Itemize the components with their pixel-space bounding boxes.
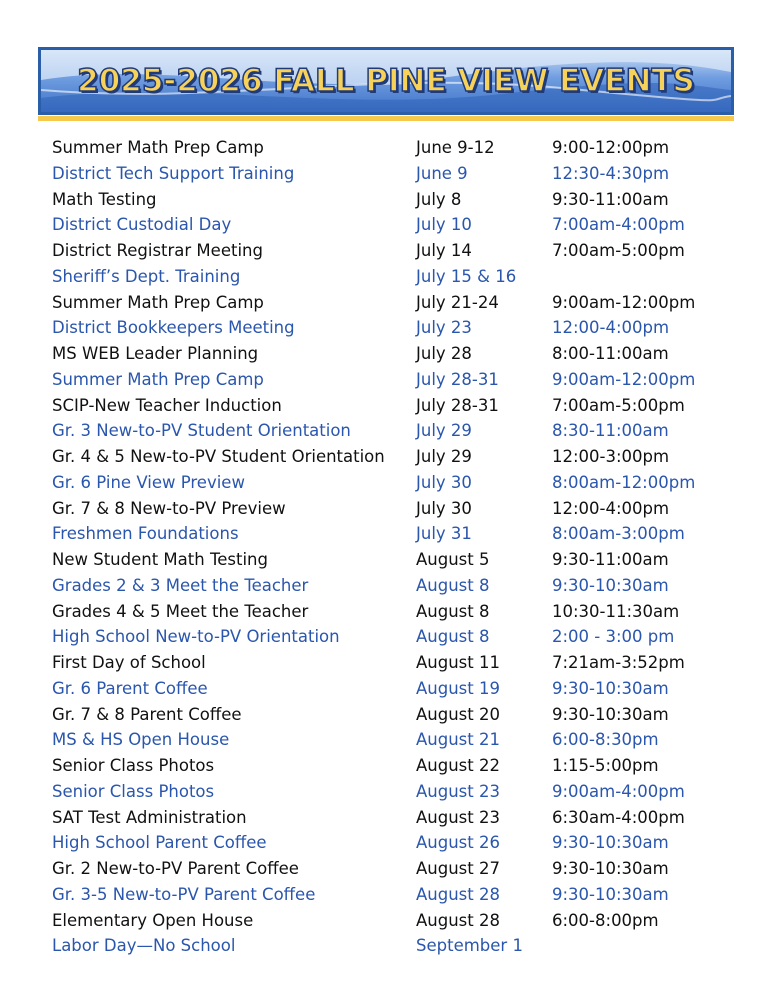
event-row	[0, 933, 773, 958]
event-row	[0, 856, 773, 881]
event-date: August 8	[416, 601, 490, 621]
event-row	[0, 135, 773, 160]
event-date: August 22	[416, 756, 500, 775]
event-name: District Bookkeepers Meeting	[52, 318, 295, 338]
event-date: July 15 & 16	[416, 266, 517, 286]
event-date: July 8	[416, 189, 462, 209]
event-row	[0, 753, 773, 778]
event-date: August 11	[416, 653, 500, 672]
event-row	[0, 521, 773, 546]
event-time: 9:30-11:00am	[552, 550, 669, 569]
event-date: August 27	[416, 859, 500, 878]
event-row	[0, 650, 773, 675]
event-name: Elementary Open House	[52, 910, 254, 930]
title-accent-bar	[38, 116, 734, 121]
event-time: 10:30-11:30am	[552, 601, 680, 621]
event-row	[0, 290, 773, 315]
event-name: Summer Math Prep Camp	[52, 138, 264, 157]
event-time: 9:30-10:30am	[552, 575, 669, 595]
event-date: August 20	[416, 704, 500, 724]
event-date: August 23	[416, 807, 500, 827]
event-date: July 28	[416, 344, 472, 363]
event-name: District Custodial Day	[52, 215, 232, 235]
event-name: SCIP-New Teacher Induction	[52, 395, 282, 415]
event-name: Gr. 3-5 New-to-PV Parent Coffee	[52, 884, 316, 904]
event-row	[0, 161, 773, 186]
event-row	[0, 238, 773, 263]
event-row	[0, 187, 773, 212]
event-name: Gr. 6 Parent Coffee	[52, 678, 208, 698]
event-date: July 28-31	[416, 369, 499, 389]
event-name: Gr. 4 & 5 New-to-PV Student Orientation	[52, 447, 385, 466]
event-date: August 8	[416, 575, 490, 595]
event-name: MS WEB Leader Planning	[52, 344, 259, 363]
event-name: Summer Math Prep Camp	[52, 292, 264, 312]
event-name: Summer Math Prep Camp	[52, 369, 264, 389]
event-date: July 30	[416, 472, 472, 492]
event-row	[0, 496, 773, 521]
event-row	[0, 264, 773, 289]
event-name: Math Testing	[52, 189, 157, 209]
event-row	[0, 599, 773, 624]
event-time: 12:00-3:00pm	[552, 447, 670, 466]
event-date: July 21-24	[416, 292, 499, 312]
event-time: 12:00-4:00pm	[552, 318, 670, 338]
event-date: August 28	[416, 910, 500, 930]
event-date: August 23	[416, 781, 500, 801]
event-time: 9:00am-12:00pm	[552, 292, 696, 312]
event-date: July 29	[416, 447, 472, 466]
event-time: 1:15-5:00pm	[552, 756, 659, 775]
event-time: 9:00-12:00pm	[552, 138, 670, 157]
event-date: August 21	[416, 730, 500, 750]
event-time: 8:30-11:00am	[552, 421, 669, 441]
event-time: 7:00am-5:00pm	[552, 395, 685, 415]
event-name: First Day of School	[52, 653, 206, 672]
event-row	[0, 779, 773, 804]
event-name: High School New-to-PV Orientation	[52, 627, 340, 647]
event-time: 9:30-10:30am	[552, 678, 669, 698]
event-name: District Tech Support Training	[52, 163, 295, 183]
event-name: Gr. 7 & 8 Parent Coffee	[52, 704, 242, 724]
event-time: 2:00 - 3:00 pm	[552, 627, 675, 647]
event-name: Senior Class Photos	[52, 781, 215, 801]
event-name: Labor Day—No School	[52, 936, 236, 956]
event-time: 9:00am-12:00pm	[552, 369, 696, 389]
event-date: August 19	[416, 678, 500, 698]
event-row	[0, 908, 773, 933]
event-time: 9:30-10:30am	[552, 833, 669, 853]
event-name: District Registrar Meeting	[52, 241, 263, 260]
event-time: 9:30-10:30am	[552, 884, 669, 904]
event-time: 8:00am-3:00pm	[552, 524, 685, 544]
event-row	[0, 882, 773, 907]
event-name: MS & HS Open House	[52, 730, 230, 750]
event-name: High School Parent Coffee	[52, 833, 267, 853]
event-time: 7:21am-3:52pm	[552, 653, 685, 672]
event-time: 8:00am-12:00pm	[552, 472, 696, 492]
event-date: July 10	[416, 215, 472, 235]
event-row	[0, 702, 773, 727]
event-date: July 28-31	[416, 395, 499, 415]
event-row	[0, 727, 773, 752]
event-name: Senior Class Photos	[52, 756, 215, 775]
event-name: Gr. 3 New-to-PV Student Orientation	[52, 421, 351, 441]
event-row	[0, 624, 773, 649]
event-time: 8:00-11:00am	[552, 344, 669, 363]
event-date: September 1	[416, 936, 523, 956]
event-name: Freshmen Foundations	[52, 524, 239, 544]
event-date: July 14	[416, 241, 472, 260]
event-row	[0, 830, 773, 855]
event-date: July 29	[416, 421, 472, 441]
event-row	[0, 315, 773, 340]
event-date: August 5	[416, 550, 490, 569]
event-name: Grades 4 & 5 Meet the Teacher	[52, 601, 309, 621]
event-row	[0, 393, 773, 418]
event-row	[0, 573, 773, 598]
event-name: Gr. 6 Pine View Preview	[52, 472, 245, 492]
event-row	[0, 418, 773, 443]
event-name: SAT Test Administration	[52, 807, 247, 827]
event-name: Grades 2 & 3 Meet the Teacher	[52, 575, 309, 595]
page-title: 2025-2026 FALL PINE VIEW EVENTS	[77, 63, 695, 99]
event-time: 7:00am-4:00pm	[552, 215, 685, 235]
event-time: 9:00am-4:00pm	[552, 781, 685, 801]
event-name: Sheriff’s Dept. Training	[52, 266, 241, 286]
event-row	[0, 367, 773, 392]
event-date: August 8	[416, 627, 490, 647]
event-date: July 30	[416, 498, 472, 518]
event-time: 12:30-4:30pm	[552, 163, 670, 183]
event-time: 6:00-8:00pm	[552, 910, 659, 930]
event-date: August 28	[416, 884, 500, 904]
event-name: Gr. 7 & 8 New-to-PV Preview	[52, 498, 286, 518]
event-date: July 23	[416, 318, 472, 338]
event-time: 9:30-10:30am	[552, 859, 669, 878]
event-time: 9:30-10:30am	[552, 704, 669, 724]
event-time: 6:30am-4:00pm	[552, 807, 685, 827]
event-row	[0, 444, 773, 469]
title-banner	[38, 47, 734, 115]
event-row	[0, 547, 773, 572]
event-date: August 26	[416, 833, 500, 853]
event-time: 6:00-8:30pm	[552, 730, 659, 750]
event-date: July 31	[416, 524, 472, 544]
event-row	[0, 212, 773, 237]
event-date: June 9	[416, 163, 468, 183]
event-name: Gr. 2 New-to-PV Parent Coffee	[52, 859, 299, 878]
event-time: 7:00am-5:00pm	[552, 241, 685, 260]
event-row	[0, 805, 773, 830]
event-time: 12:00-4:00pm	[552, 498, 670, 518]
event-time: 9:30-11:00am	[552, 189, 669, 209]
event-row	[0, 470, 773, 495]
event-date: June 9-12	[416, 138, 495, 157]
event-row	[0, 341, 773, 366]
event-name: New Student Math Testing	[52, 550, 268, 569]
event-row	[0, 676, 773, 701]
